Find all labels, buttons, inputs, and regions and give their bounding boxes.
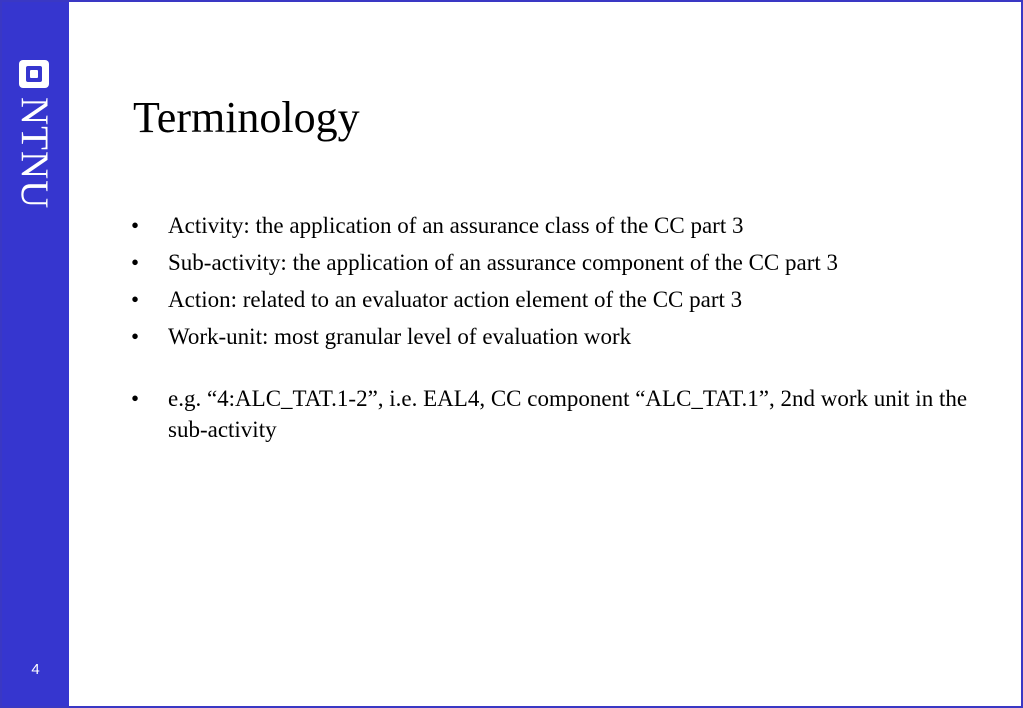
bullet-marker: • [131,287,140,312]
ntnu-logo-text: NTNU [13,97,56,210]
bullet-marker: • [131,250,140,275]
slide-title: Terminology [133,93,360,142]
bullet-text: e.g. “4:ALC_TAT.1-2”, i.e. EAL4, CC component “ALC_TAT.1”, 2nd work unit in the sub-activity [168,386,968,442]
bullet-marker: • [131,213,140,238]
list-item [131,247,991,278]
list-item [131,383,991,445]
page-number: 4 [31,661,40,678]
list-item [131,284,991,315]
bullet-text: Sub-activity: the application of an assurance component of the CC part 3 [168,250,839,275]
ntnu-logo-icon [19,60,49,88]
bullet-text: Activity: the application of an assurance class of the CC part 3 [168,213,744,238]
bullet-marker: • [131,386,140,411]
list-item [131,321,991,352]
ntnu-sidebar [2,2,69,706]
list-item [131,210,991,241]
bullet-marker: • [131,324,140,349]
logo-mark-inner [30,70,38,78]
bullet-text: Action: related to an evaluator action element of the CC part 3 [168,287,743,312]
bullet-text: Work-unit: most granular level of evaluation work [168,324,632,349]
bullet-list [131,210,991,451]
